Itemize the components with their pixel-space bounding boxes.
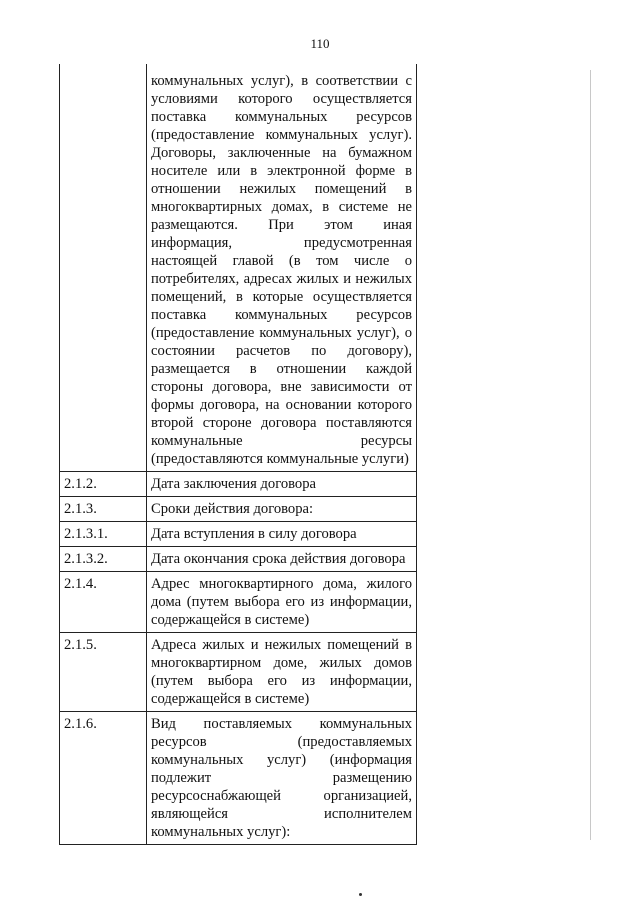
row-number-cell: 2.1.4. [60, 572, 147, 633]
row-text-cell: Дата вступления в силу договора [147, 522, 417, 547]
requirements-table [59, 64, 417, 845]
row-text-cell: Дата окончания срока действия договора [147, 547, 417, 572]
row-text-cell: Вид поставляемых коммунальных ресурсов (предоставляемых коммунальных услуг) (информация подлежит размещению ресурсоснабжающей организацией, являющейся исполнителем коммунальных услуг): [147, 712, 417, 845]
row-text-cell: Адрес многоквартирного дома, жилого дома (путем выбора его из информации, содержащейся в системе) [147, 572, 417, 633]
table-row [60, 572, 417, 633]
row-number-cell: 2.1.3. [60, 497, 147, 522]
table-row [60, 64, 417, 472]
row-number-cell: 2.1.5. [60, 633, 147, 712]
table-row [60, 547, 417, 572]
table-row [60, 712, 417, 845]
row-number-cell: 2.1.2. [60, 472, 147, 497]
row-text-cell: Дата заключения договора [147, 472, 417, 497]
row-number-cell: 2.1.3.1. [60, 522, 147, 547]
scan-edge-line [590, 70, 591, 840]
row-text-cell: Сроки действия договора: [147, 497, 417, 522]
row-text-cell: Адреса жилых и нежилых помещений в многоквартирном доме, жилых домов (путем выбора его из информации, содержащейся в системе) [147, 633, 417, 712]
table-row [60, 522, 417, 547]
row-number-cell: 2.1.3.2. [60, 547, 147, 572]
page-number: 110 [310, 36, 330, 51]
row-text-cell: коммунальных услуг), в соответствии с условиями которого осуществляется поставка коммунальных ресурсов (предоставление коммунальных услуг). Договоры, заключенные на бумажном носителе или в электронной форме в отношении нежилых помещений в многоквартирных домах, в системе не размещаются. При этом иная информация, предусмотренная настоящей главой (в том числе о потребителях, адресах жилых и нежилых помещений, в которые осуществляется поставка коммунальных ресурсов (предоставление коммунальных услуг), о состоянии расчетов по договору), размещается в отношении каждой стороны договора, вне зависимости от формы договора, на основании которого второй стороне договора поставляются коммунальные ресурсы (предоставляются коммунальные услуги) [147, 64, 417, 472]
row-number-cell: 2.1.6. [60, 712, 147, 845]
table-row [60, 633, 417, 712]
row-number-cell [60, 64, 147, 472]
scan-speck [359, 893, 362, 896]
table-row [60, 497, 417, 522]
table-row [60, 472, 417, 497]
